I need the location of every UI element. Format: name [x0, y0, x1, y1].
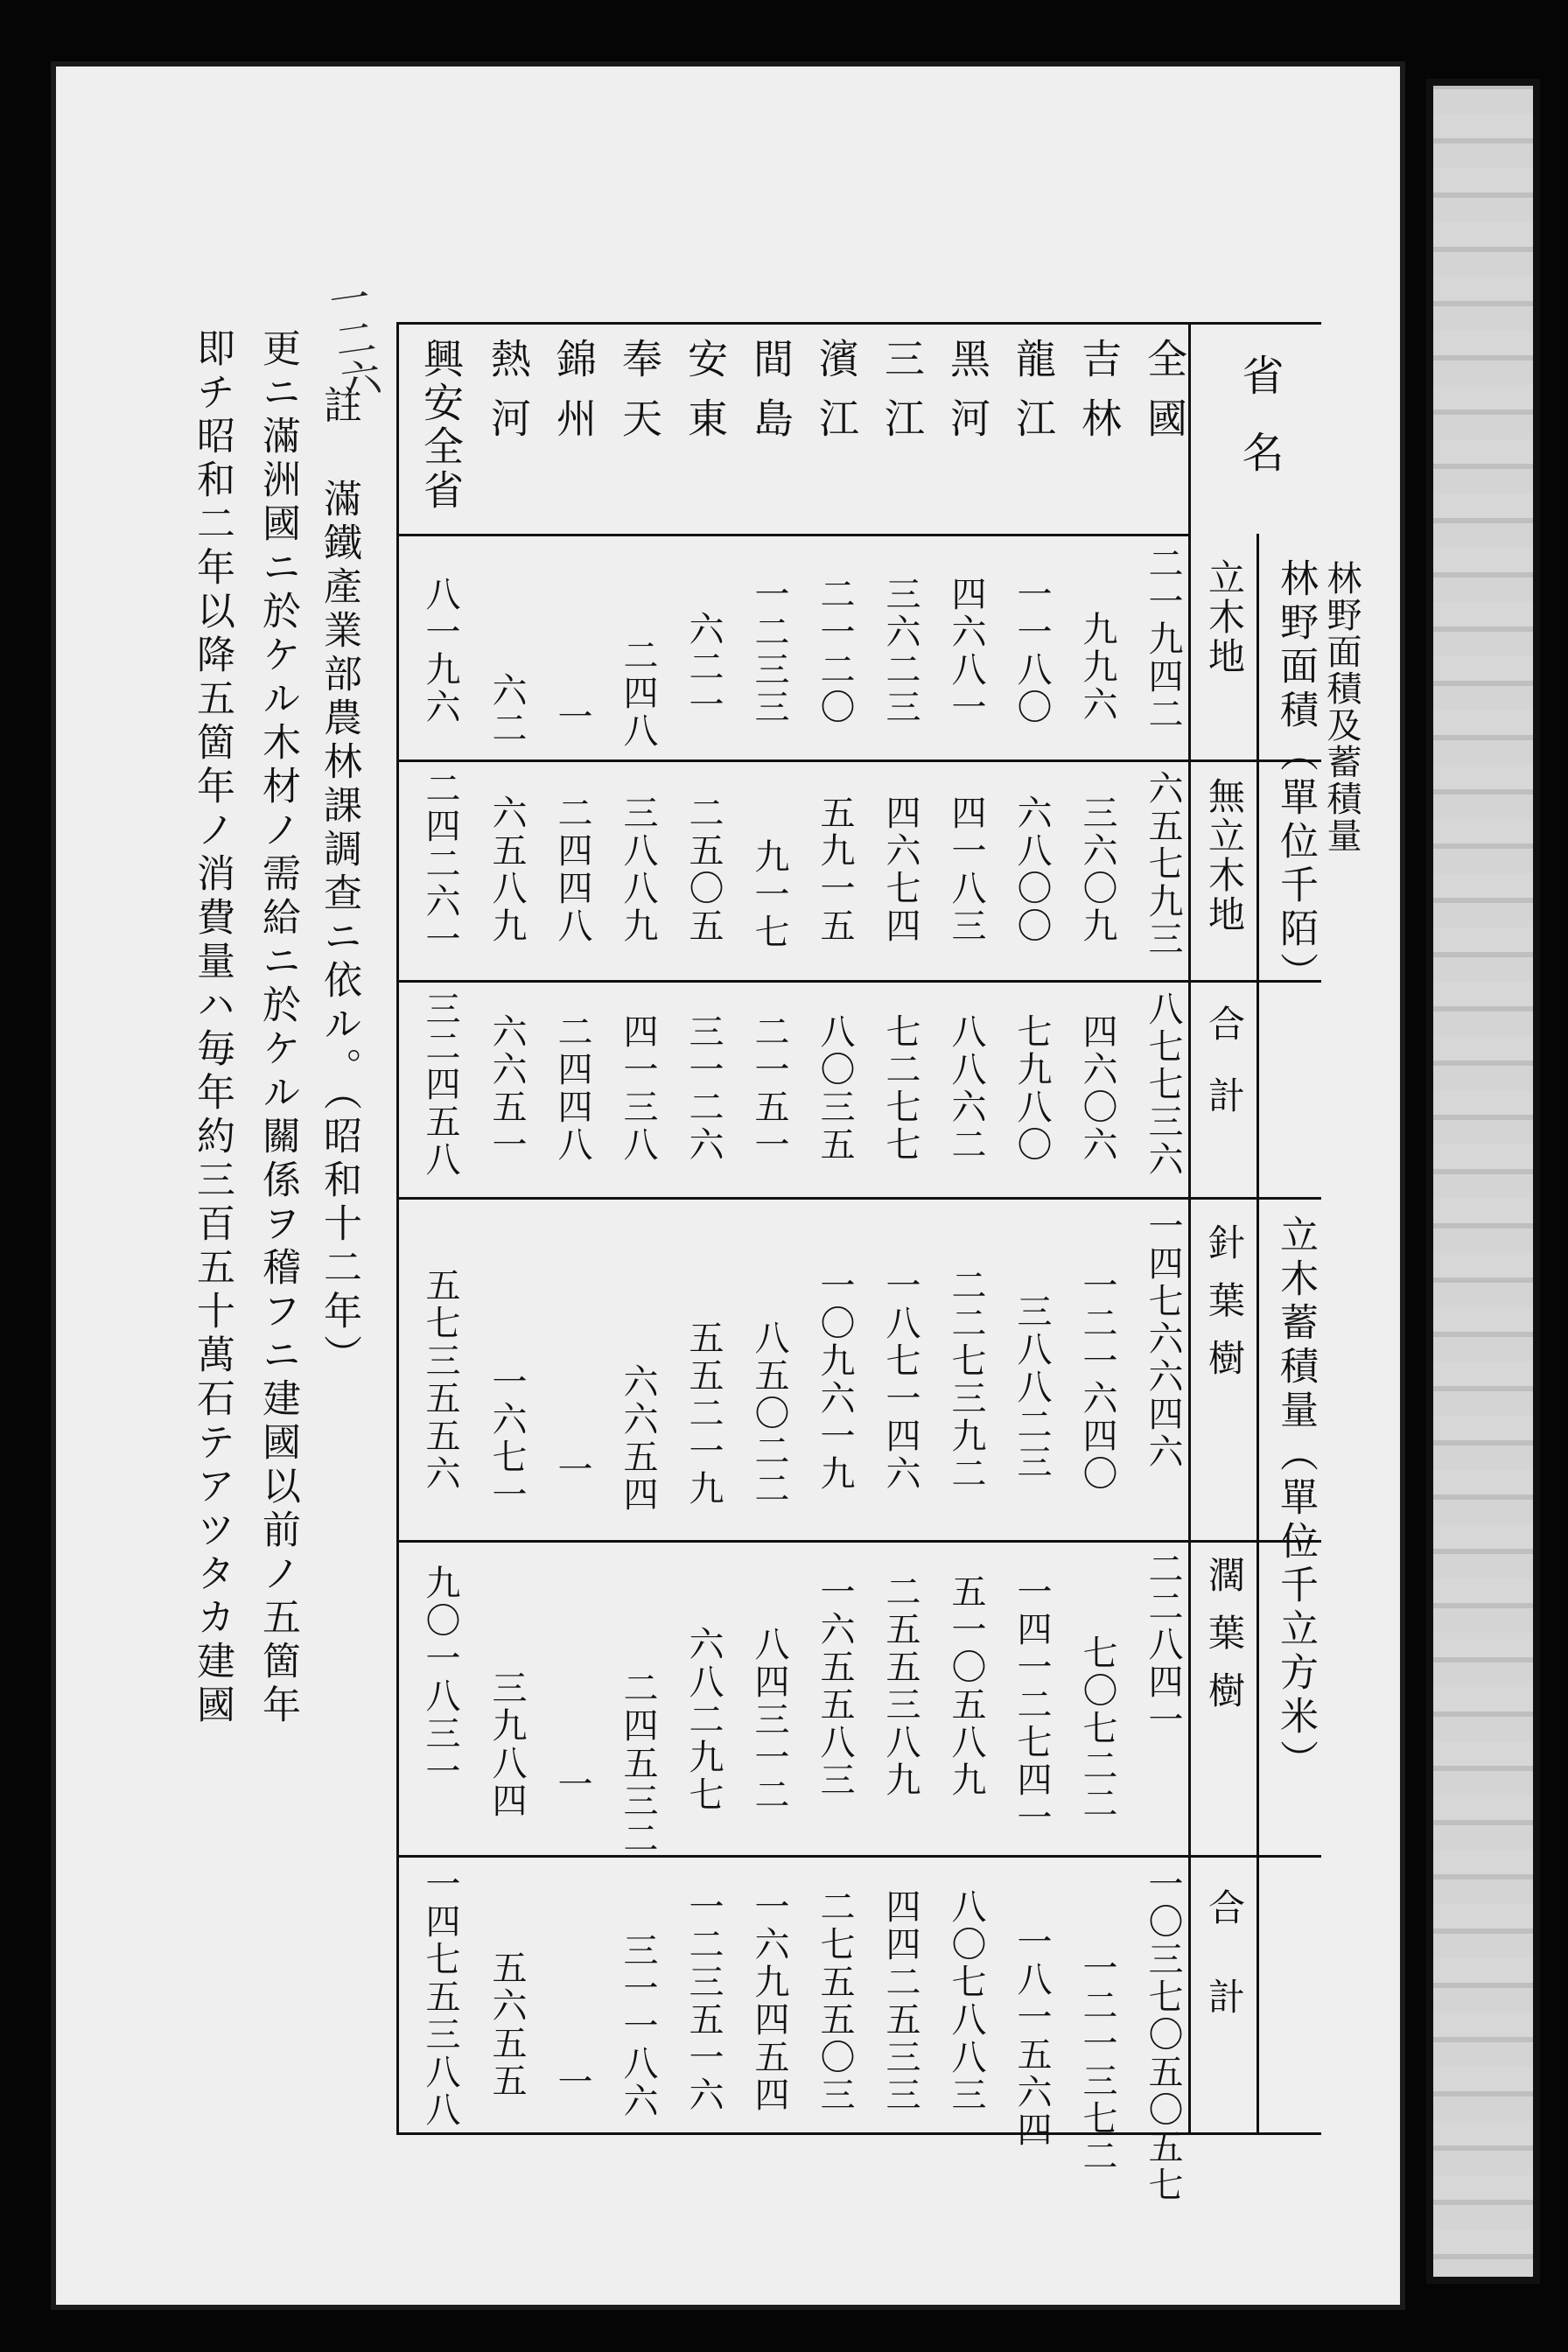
row-rule-1	[396, 760, 1321, 762]
province-name: 興安全省	[417, 338, 465, 513]
value-standing: 二一九四二	[1143, 545, 1183, 733]
value-no-standing: 三六〇九	[1077, 794, 1117, 945]
header-no-standing-timber: 無立木地	[1203, 777, 1246, 934]
row-rule-2	[396, 980, 1321, 983]
row-rule-3	[396, 1197, 1321, 1200]
value-conifer: 一八七一四六	[880, 1267, 920, 1493]
body-text-line: 更ニ滿洲國ニ於ケル木材ノ需給ニ於ケル關係ヲ稽フニ建國以前ノ五箇年	[256, 328, 300, 1728]
province-name: 黑河	[944, 338, 991, 457]
province-name: 間島	[747, 338, 794, 457]
value-conifer: 八五〇二二	[749, 1320, 789, 1508]
value-stock-total: 一八一五六四	[1012, 1923, 1052, 2149]
value-area-total: 四一三八	[618, 1013, 658, 1164]
value-area-total: 二四四八	[552, 1013, 592, 1164]
value-standing: 八一九六	[420, 576, 460, 726]
value-conifer: 五五二一九	[683, 1320, 724, 1508]
value-broadleaf: 九〇一八三一	[420, 1564, 460, 1790]
value-no-standing: 二四四八	[552, 794, 592, 945]
value-standing: 四六八一	[946, 576, 986, 726]
value-area-total: 八〇三五	[815, 1013, 855, 1164]
province-name: 三江	[878, 338, 926, 457]
header-area-total: 合計	[1203, 1004, 1246, 1148]
header-standing-timber: 立木地	[1203, 558, 1246, 676]
value-no-standing: 六五八九	[486, 794, 527, 945]
value-area-total: 四六〇六	[1077, 1013, 1117, 1164]
header-forest-area: 林野面積（單位千陌）	[1273, 558, 1318, 996]
header-stock-total: 合計	[1203, 1888, 1246, 2067]
col-rule-left	[396, 322, 399, 2135]
province-name: 錦州	[550, 338, 598, 457]
table-title: 林野面積及蓄積量	[1321, 560, 1362, 854]
header-province: 省名	[1235, 354, 1284, 508]
page-edge	[1426, 79, 1540, 2284]
col-rule-header	[1188, 322, 1191, 2135]
row-rule-5	[396, 1855, 1321, 1858]
body-text-line: 即チ昭和二年以降五箇年ノ消費量ハ毎年約三百五十萬石テアツタカ建國	[190, 328, 234, 1728]
value-area-total: 八七七三六	[1143, 990, 1183, 1179]
header-rule	[396, 534, 1188, 536]
value-broadleaf: 三九八四	[486, 1670, 527, 1820]
col-rule-subheader	[1256, 534, 1259, 2135]
header-stock: 立木蓄積量（單位千立方米）	[1273, 1214, 1318, 1783]
value-standing: 一	[552, 698, 592, 736]
value-standing: 九九六	[1077, 611, 1117, 724]
header-broadleaf: 濶葉樹	[1203, 1556, 1246, 1729]
value-area-total: 六六五一	[486, 1013, 527, 1164]
value-broadleaf: 二四五三二	[618, 1670, 658, 1858]
value-stock-total: 一六九四五四	[749, 1888, 789, 2114]
value-broadleaf: 一	[552, 1766, 592, 1803]
value-broadleaf: 七〇七二二	[1077, 1634, 1117, 1823]
value-no-standing: 九一七	[749, 838, 789, 951]
value-conifer: 一六七一	[486, 1363, 527, 1514]
value-area-total: 七二七七	[880, 1013, 920, 1164]
value-conifer: 一	[552, 1451, 592, 1488]
value-conifer: 二二七三九二	[946, 1267, 986, 1493]
value-stock-total: 四四二五三三	[880, 1888, 920, 2114]
province-name: 龍江	[1010, 338, 1057, 457]
value-no-standing: 二四二六一	[420, 770, 460, 958]
value-stock-total: 一四七五三八八	[420, 1866, 460, 2129]
value-stock-total: 一	[552, 2063, 592, 2101]
value-stock-total: 一〇三七〇五〇五七	[1143, 1866, 1183, 2204]
value-area-total: 三一二六	[683, 1013, 724, 1164]
value-conifer: 五七三五五六	[420, 1267, 460, 1493]
value-stock-total: 五六五五	[486, 1950, 527, 2100]
value-stock-total: 八〇七八八三	[946, 1888, 986, 2114]
value-standing: 一二三三	[749, 576, 789, 726]
value-standing: 二四八	[618, 637, 658, 750]
value-no-standing: 三八八九	[618, 794, 658, 945]
value-no-standing: 二五〇五	[683, 794, 724, 945]
value-stock-total: 三一一八六	[618, 1932, 658, 2120]
value-broadleaf: 一六五五八三	[815, 1573, 855, 1799]
value-broadleaf: 五一〇五八九	[946, 1573, 986, 1799]
row-rule-4	[396, 1540, 1321, 1543]
value-broadleaf: 一四一二七四一	[1012, 1573, 1052, 1837]
forest-table	[396, 322, 1321, 2204]
province-name: 奉天	[616, 338, 663, 457]
table-note: 註 滿鐵產業部農林課調查ニ依ル。（昭和十二年）	[317, 385, 361, 1378]
value-no-standing: 五九一五	[815, 794, 855, 945]
value-no-standing: 六八〇〇	[1012, 794, 1052, 945]
value-no-standing: 四一八三	[946, 794, 986, 945]
province-name: 吉林	[1075, 338, 1123, 457]
value-standing: 一一八〇	[1012, 576, 1052, 726]
value-no-standing: 六五七九三	[1143, 770, 1183, 958]
header-conifer: 針葉樹	[1203, 1223, 1246, 1396]
value-stock-total: 一二三五一六	[683, 1888, 724, 2114]
value-conifer: 一四七六六四六	[1143, 1208, 1183, 1471]
province-name: 安東	[682, 338, 729, 457]
value-broadleaf: 二五五三八九	[880, 1573, 920, 1799]
value-standing: 六二一	[683, 611, 724, 724]
province-name: 全國	[1141, 338, 1188, 457]
value-area-total: 八八六二	[946, 1013, 986, 1164]
value-standing: 二一二〇	[815, 576, 855, 726]
value-area-total: 二一五一	[749, 1013, 789, 1164]
value-standing: 六二	[486, 672, 527, 747]
value-stock-total: 一二一三七二	[1077, 1950, 1117, 2175]
value-stock-total: 二七五五〇三	[815, 1888, 855, 2114]
value-conifer: 三八八二三	[1012, 1293, 1052, 1481]
value-broadleaf: 二二八四一	[1143, 1550, 1183, 1739]
value-conifer: 一二一六四〇	[1077, 1267, 1117, 1493]
value-no-standing: 四六七四	[880, 794, 920, 945]
value-conifer: 一〇九六一九	[815, 1267, 855, 1493]
value-broadleaf: 八四三一二	[749, 1626, 789, 1814]
province-name: 熱河	[485, 338, 532, 457]
value-area-total: 七九八〇	[1012, 1013, 1052, 1164]
province-name: 濱江	[813, 338, 860, 457]
table-top-rule	[396, 322, 1321, 325]
value-conifer: 六六五四	[618, 1363, 658, 1514]
value-standing: 三六二三	[880, 576, 920, 726]
page-number: 一二六	[320, 275, 385, 402]
value-broadleaf: 六八二九七	[683, 1626, 724, 1814]
value-area-total: 三二四五八	[420, 990, 460, 1179]
